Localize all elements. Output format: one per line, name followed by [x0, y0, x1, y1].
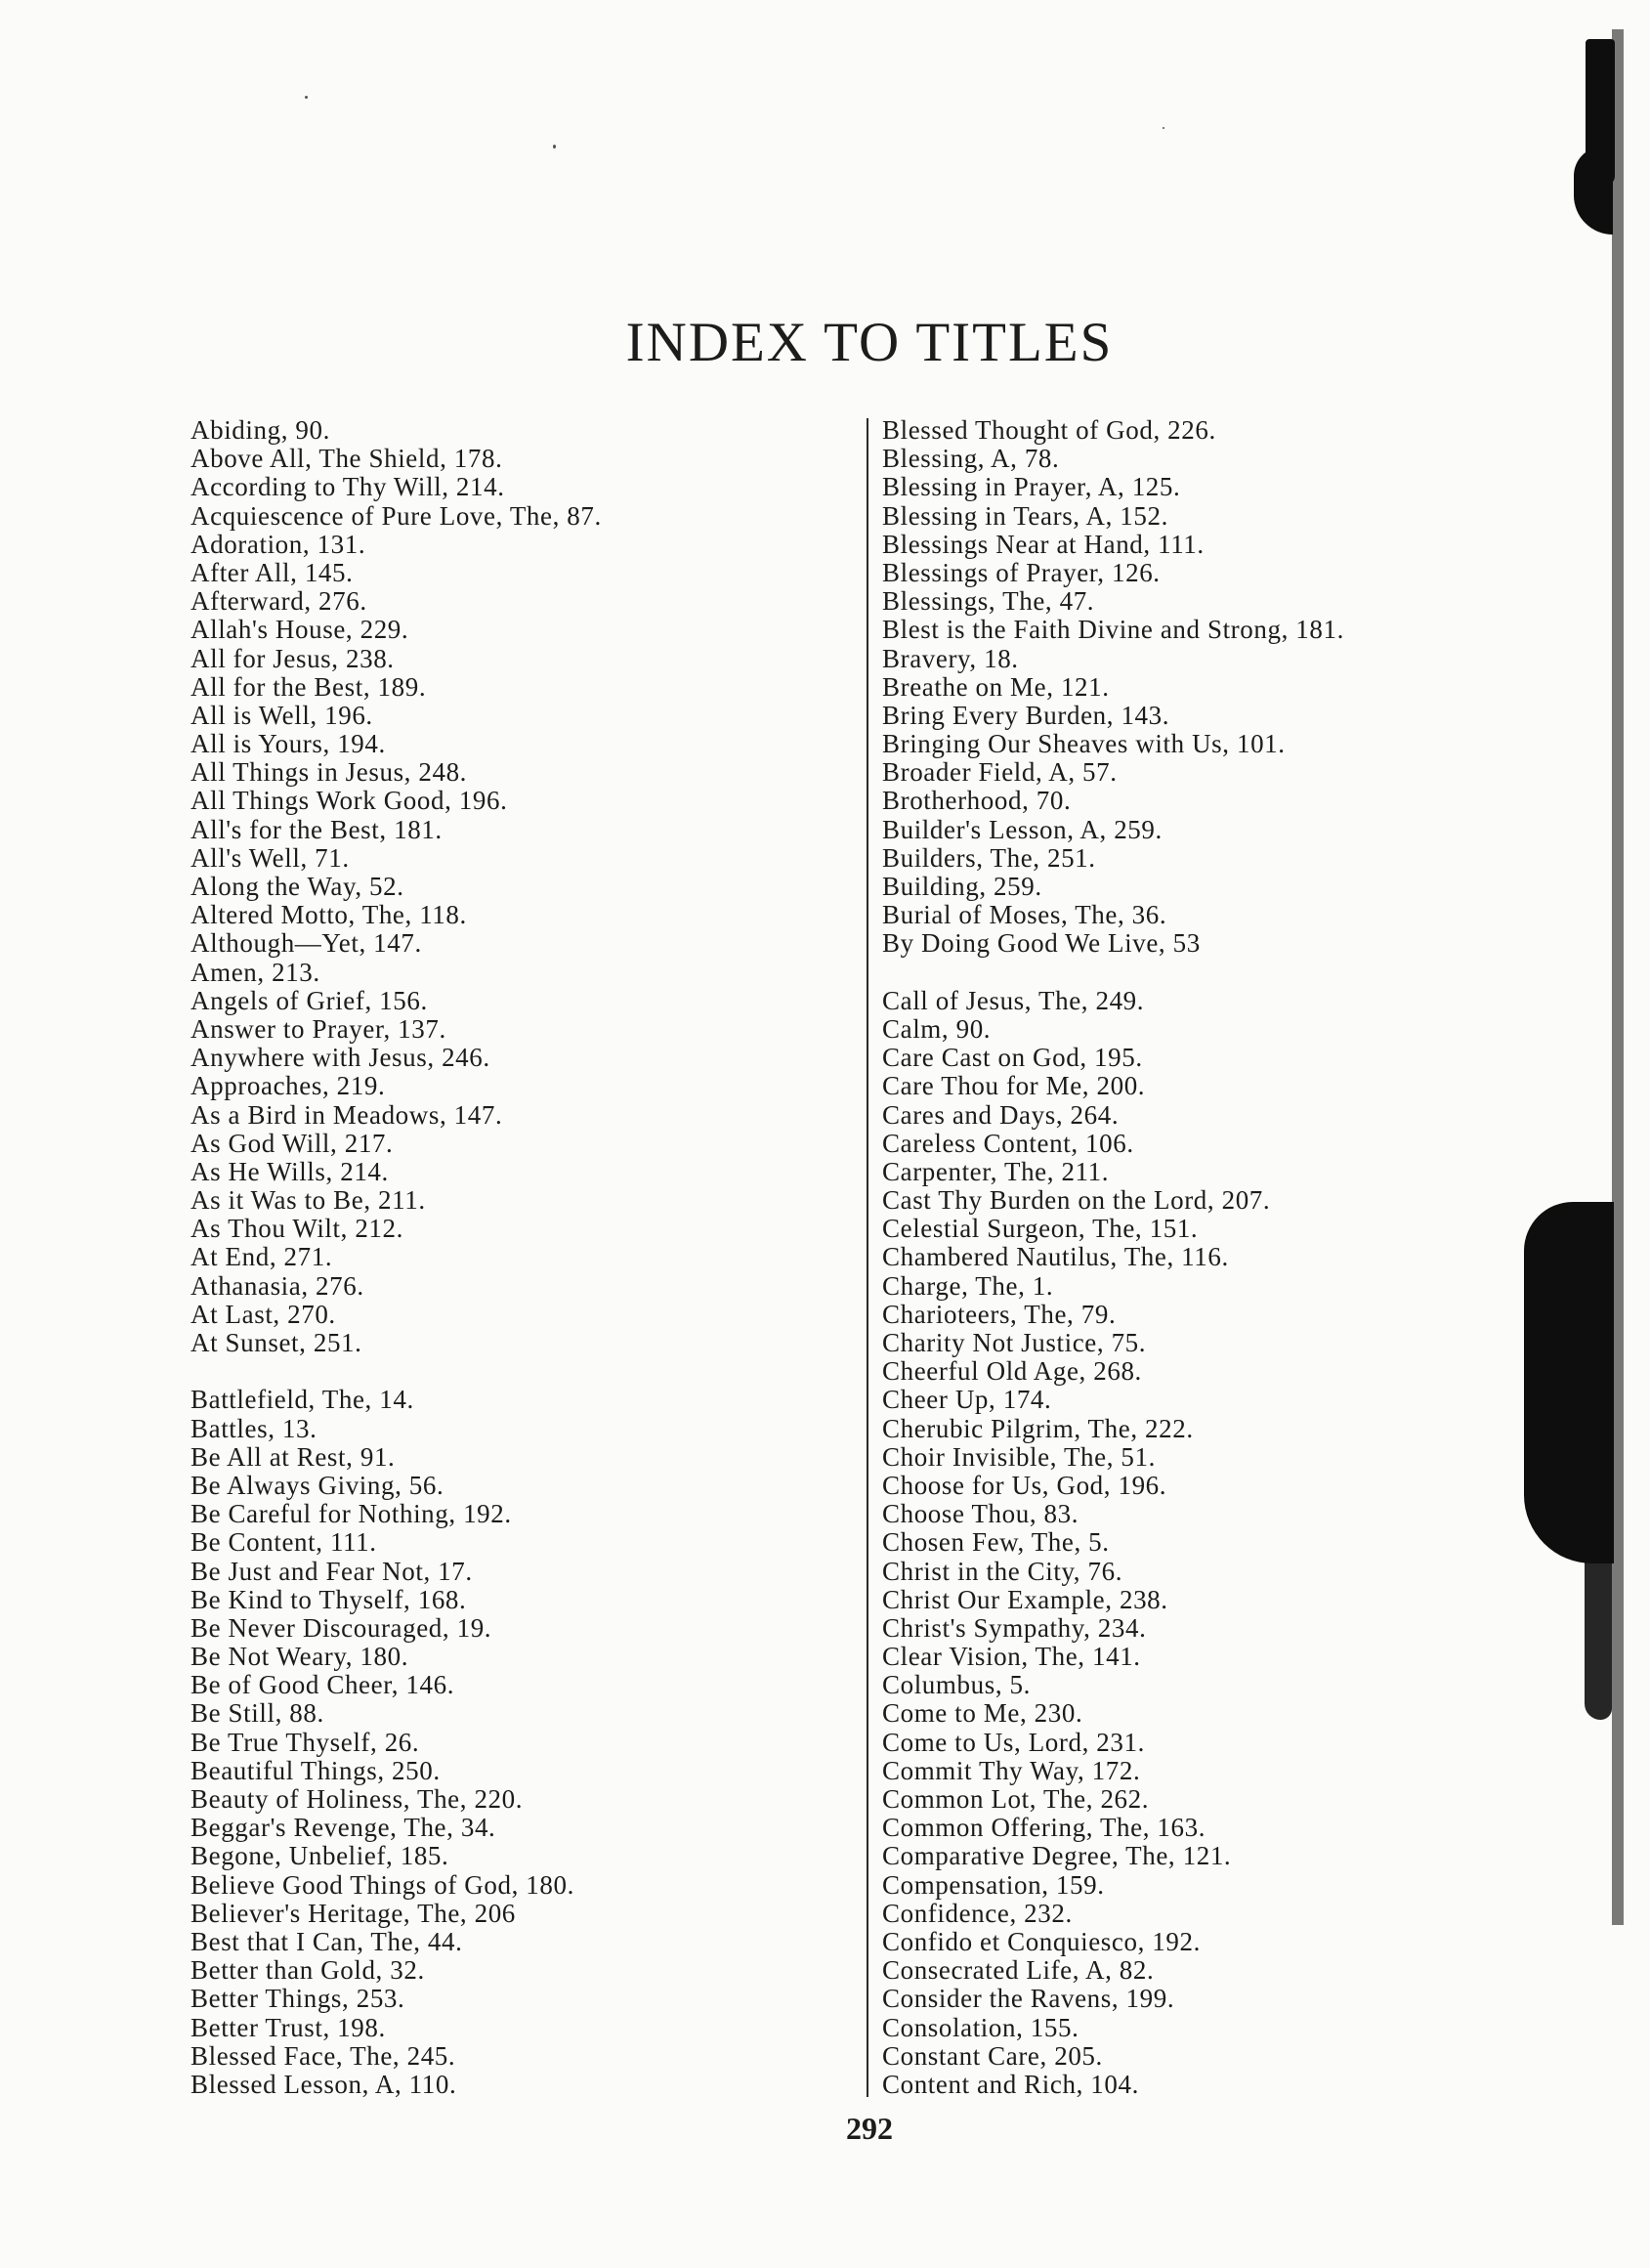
index-entry: Bring Every Burden, 143.	[882, 700, 1170, 730]
index-entry: Commit Thy Way, 172.	[882, 1755, 1141, 1785]
index-entry: Beautiful Things, 250.	[190, 1755, 441, 1785]
index-entry: By Doing Good We Live, 53	[882, 928, 1201, 959]
page-title: INDEX TO TITLES	[625, 312, 1114, 373]
index-entry: At Last, 270.	[190, 1299, 336, 1329]
index-entry: All for the Best, 189.	[190, 671, 427, 702]
index-entry: Better Things, 253.	[190, 1984, 405, 2014]
index-entry: Be Kind to Thyself, 168.	[190, 1584, 467, 1614]
index-entry: Chambered Nautilus, The, 116.	[882, 1242, 1229, 1272]
index-entry: Begone, Unbelief, 185.	[190, 1841, 449, 1871]
index-entry: Allah's House, 229.	[190, 615, 409, 645]
index-entry: Be Careful for Nothing, 192.	[190, 1499, 512, 1529]
index-entry: Be Content, 111.	[190, 1527, 377, 1558]
index-entry: Bravery, 18.	[882, 643, 1019, 673]
index-entry: Choose for Us, God, 196.	[882, 1470, 1167, 1500]
index-entry: Common Offering, The, 163.	[882, 1813, 1206, 1843]
index-entry: Be of Good Cheer, 146.	[190, 1670, 455, 1700]
index-entry: Call of Jesus, The, 249.	[882, 985, 1145, 1015]
index-entry: Builders, The, 251.	[882, 842, 1096, 873]
scan-speck	[305, 96, 308, 99]
index-entry: Angels of Grief, 156.	[190, 985, 428, 1015]
index-entry: Consider the Ravens, 199.	[882, 1984, 1175, 2014]
index-entry: Believe Good Things of God, 180.	[190, 1869, 574, 1900]
index-entry: Broader Field, A, 57.	[882, 757, 1118, 788]
index-entry: Along the Way, 52.	[190, 872, 404, 901]
index-entry: Blessings, The, 47.	[882, 586, 1095, 617]
scan-edge-mark-middle	[1524, 1202, 1614, 1563]
index-entry: As He Wills, 214.	[190, 1156, 389, 1186]
index-entry: Builder's Lesson, A, 259.	[882, 814, 1163, 844]
index-entry: Blessed Face, The, 245.	[190, 2040, 456, 2071]
index-entry: Consolation, 155.	[882, 2012, 1079, 2042]
index-entry: Comparative Degree, The, 121.	[882, 1841, 1232, 1871]
index-entry: Above All, The Shield, 178.	[190, 444, 503, 474]
index-entry: Choose Thou, 83.	[882, 1499, 1079, 1529]
scan-edge-mark-top-lower	[1574, 147, 1613, 235]
index-entry: All's Well, 71.	[190, 842, 350, 873]
index-entry: Battlefield, The, 14.	[190, 1385, 414, 1415]
index-entry: Come to Me, 230.	[882, 1698, 1083, 1729]
index-entry: Calm, 90.	[882, 1013, 992, 1044]
index-entry: Charity Not Justice, 75.	[882, 1328, 1147, 1357]
index-entry: Cheer Up, 174.	[882, 1385, 1052, 1415]
scan-speck	[1163, 127, 1164, 129]
index-entry: Christ Our Example, 238.	[882, 1584, 1168, 1614]
index-entry: As a Bird in Meadows, 147.	[190, 1099, 503, 1130]
column-divider	[867, 418, 868, 2097]
index-entry: Blessings of Prayer, 126.	[882, 557, 1161, 587]
index-entry: After All, 145.	[190, 557, 354, 587]
index-entry: Clear Vision, The, 141.	[882, 1642, 1141, 1672]
index-entry: All Things in Jesus, 248.	[190, 757, 468, 788]
index-entry: Celestial Surgeon, The, 151.	[882, 1214, 1199, 1244]
index-entry: Athanasia, 276.	[190, 1270, 364, 1301]
index-entry: Blessings Near at Hand, 111.	[882, 529, 1205, 559]
index-entry: Columbus, 5.	[882, 1670, 1031, 1700]
section-gap	[190, 1357, 855, 1386]
index-entry: Be Not Weary, 180.	[190, 1642, 409, 1672]
index-entry: Blessed Lesson, A, 110.	[190, 2069, 457, 2099]
index-entry: Be Just and Fear Not, 17.	[190, 1556, 473, 1586]
index-entry: As it Was to Be, 211.	[190, 1185, 426, 1216]
index-entry: Altered Motto, The, 118.	[190, 900, 467, 930]
index-entry: Be Never Discouraged, 19.	[190, 1612, 492, 1643]
page-number: 292	[846, 2111, 893, 2146]
index-entry: Consecrated Life, A, 82.	[882, 1955, 1155, 1986]
scan-speck	[553, 145, 556, 149]
index-entry: All for Jesus, 238.	[190, 643, 395, 673]
index-entry: Be Always Giving, 56.	[190, 1470, 444, 1500]
index-entry: Cherubic Pilgrim, The, 222.	[882, 1413, 1194, 1443]
index-entry: All Things Work Good, 196.	[190, 786, 508, 816]
index-entry: Christ's Sympathy, 234.	[882, 1612, 1147, 1643]
section-gap	[882, 959, 1527, 987]
index-entry: Beauty of Holiness, The, 220.	[190, 1784, 524, 1814]
index-entry: Care Thou for Me, 200.	[882, 1071, 1146, 1101]
index-entry: Blessing in Tears, A, 152.	[882, 500, 1168, 531]
index-entry: Answer to Prayer, 137.	[190, 1013, 446, 1044]
index-entry: Better Trust, 198.	[190, 2012, 386, 2042]
index-entry: Chosen Few, The, 5.	[882, 1527, 1110, 1558]
index-entry: At End, 271.	[190, 1242, 333, 1272]
index-column-right	[882, 416, 1527, 2099]
index-entry: Christ in the City, 76.	[882, 1556, 1123, 1586]
index-entry: Beggar's Revenge, The, 34.	[190, 1813, 496, 1843]
index-entry: All is Well, 196.	[190, 700, 373, 730]
index-column-left	[190, 416, 855, 2099]
index-entry: Amen, 213.	[190, 957, 320, 987]
index-entry: Cheerful Old Age, 268.	[882, 1356, 1142, 1387]
index-entry: Better than Gold, 32.	[190, 1955, 425, 1986]
index-entry: According to Thy Will, 214.	[190, 472, 505, 502]
index-entry: Approaches, 219.	[190, 1071, 386, 1101]
index-entry: Carpenter, The, 211.	[882, 1156, 1110, 1186]
index-entry: Constant Care, 205.	[882, 2040, 1103, 2071]
index-entry: Care Cast on God, 195.	[882, 1043, 1143, 1073]
index-entry: Compensation, 159.	[882, 1869, 1105, 1900]
index-entry: Confidence, 232.	[882, 1898, 1073, 1928]
index-entry: Battles, 13.	[190, 1413, 317, 1443]
index-entry: Abiding, 90.	[190, 415, 330, 445]
index-entry: Anywhere with Jesus, 246.	[190, 1043, 490, 1073]
index-entry: Be All at Rest, 91.	[190, 1441, 396, 1472]
index-entry: Although—Yet, 147.	[190, 928, 422, 959]
index-entry: Best that I Can, The, 44.	[190, 1926, 463, 1956]
index-entry: Charioteers, The, 79.	[882, 1299, 1117, 1329]
index-entry: Confido et Conquiesco, 192.	[882, 1926, 1201, 1956]
index-entry: Bringing Our Sheaves with Us, 101.	[882, 729, 1286, 759]
index-entry: Careless Content, 106.	[882, 1128, 1134, 1158]
index-entry: Blessing in Prayer, A, 125.	[882, 472, 1181, 502]
index-entry: Be True Thyself, 26.	[190, 1727, 420, 1757]
index-entry: Adoration, 131.	[190, 529, 366, 559]
index-entry: Be Still, 88.	[190, 1698, 324, 1729]
index-entry: Blest is the Faith Divine and Strong, 181.	[882, 615, 1344, 645]
index-entry: Cares and Days, 264.	[882, 1099, 1120, 1130]
scan-edge-mark-lower	[1585, 1544, 1612, 1720]
index-entry: At Sunset, 251.	[190, 1328, 362, 1357]
index-entry: As Thou Wilt, 212.	[190, 1214, 403, 1244]
index-entry: All's for the Best, 181.	[190, 814, 443, 844]
index-entry: Acquiescence of Pure Love, The, 87.	[190, 500, 602, 531]
index-entry: Blessed Thought of God, 226.	[882, 415, 1216, 445]
index-entry: Building, 259.	[882, 872, 1042, 901]
index-entry: Cast Thy Burden on the Lord, 207.	[882, 1185, 1271, 1216]
index-entry: Choir Invisible, The, 51.	[882, 1441, 1156, 1472]
index-entry: All is Yours, 194.	[190, 729, 386, 759]
index-entry: Charge, The, 1.	[882, 1270, 1054, 1301]
index-entry: Burial of Moses, The, 36.	[882, 900, 1167, 930]
index-entry: Brotherhood, 70.	[882, 786, 1072, 816]
index-entry: As God Will, 217.	[190, 1128, 394, 1158]
index-entry: Come to Us, Lord, 231.	[882, 1727, 1145, 1757]
index-entry: Common Lot, The, 262.	[882, 1784, 1150, 1814]
index-entry: Content and Rich, 104.	[882, 2069, 1139, 2099]
index-entry: Blessing, A, 78.	[882, 444, 1060, 474]
index-entry: Breathe on Me, 121.	[882, 671, 1110, 702]
index-entry: Believer's Heritage, The, 206	[190, 1898, 516, 1928]
index-entry: Afterward, 276.	[190, 586, 367, 617]
